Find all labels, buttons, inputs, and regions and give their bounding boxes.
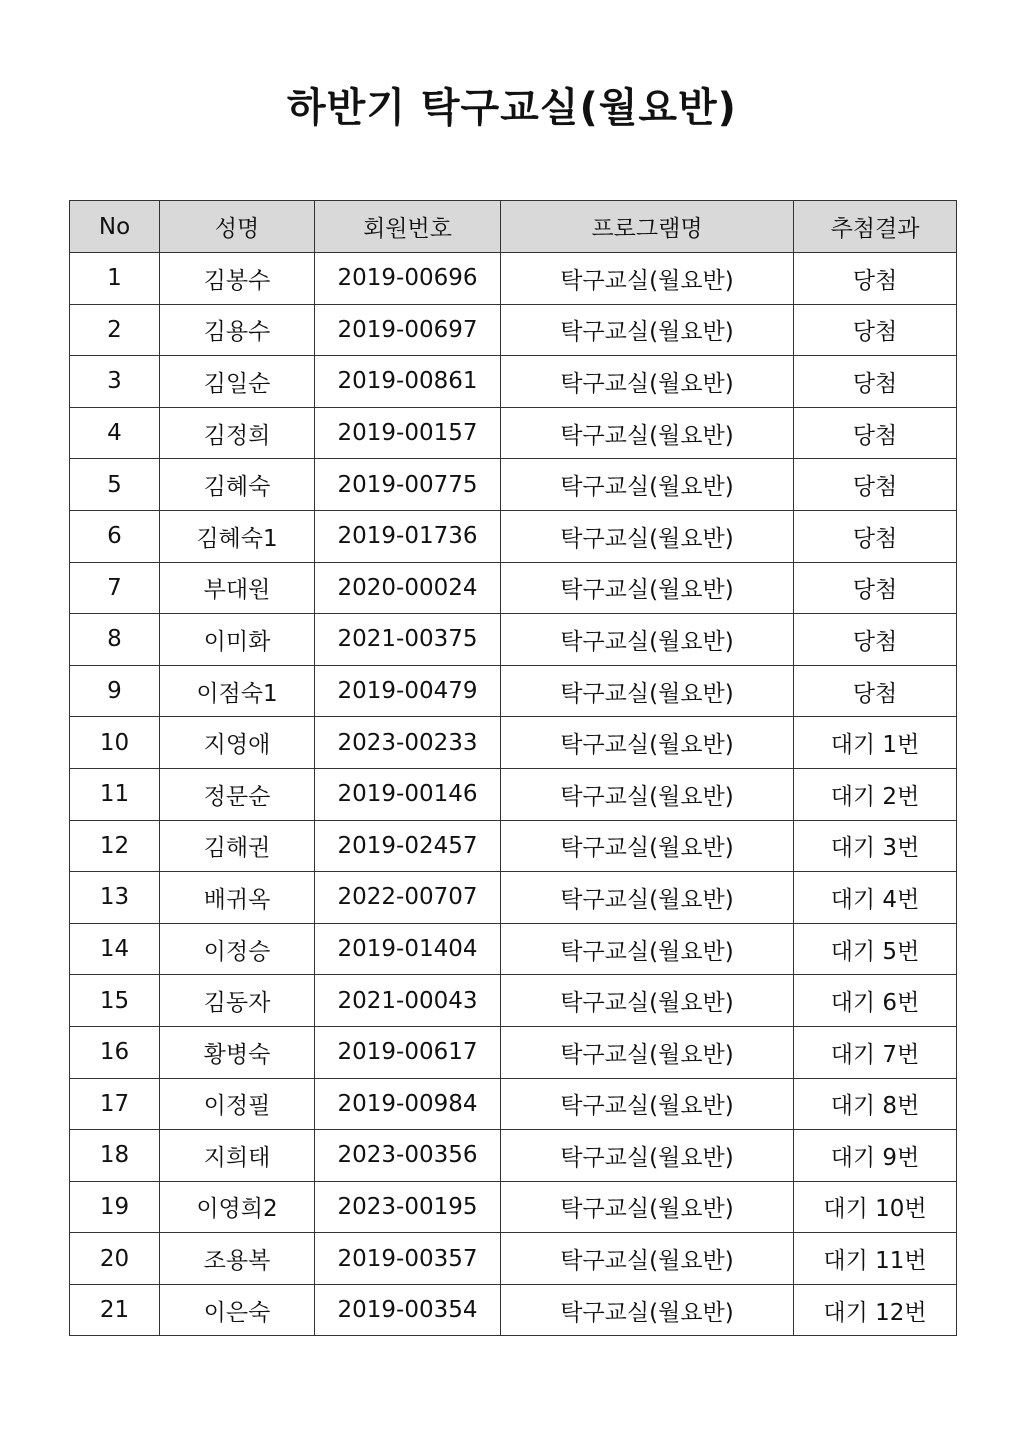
cell-program-name: 탁구교실(월요반) bbox=[501, 1181, 794, 1233]
cell-lottery-result: 대기 4번 bbox=[794, 872, 957, 924]
cell-name: 이미화 bbox=[160, 614, 315, 666]
cell-no: 6 bbox=[70, 510, 160, 562]
cell-program-name: 탁구교실(월요반) bbox=[501, 562, 794, 614]
cell-name: 김해권 bbox=[160, 820, 315, 872]
cell-program-name: 탁구교실(월요반) bbox=[501, 407, 794, 459]
cell-lottery-result: 대기 1번 bbox=[794, 717, 957, 769]
cell-member-number: 2019-00775 bbox=[315, 459, 501, 511]
header-no: No bbox=[70, 201, 160, 253]
cell-lottery-result: 당첨 bbox=[794, 614, 957, 666]
cell-no: 11 bbox=[70, 768, 160, 820]
cell-lottery-result: 당첨 bbox=[794, 510, 957, 562]
cell-lottery-result: 대기 3번 bbox=[794, 820, 957, 872]
cell-name: 이정필 bbox=[160, 1078, 315, 1130]
cell-member-number: 2019-00861 bbox=[315, 356, 501, 408]
cell-name: 김혜숙1 bbox=[160, 510, 315, 562]
table-row bbox=[70, 923, 957, 975]
cell-no: 18 bbox=[70, 1130, 160, 1182]
cell-program-name: 탁구교실(월요반) bbox=[501, 975, 794, 1027]
cell-no: 13 bbox=[70, 872, 160, 924]
cell-no: 1 bbox=[70, 253, 160, 305]
cell-program-name: 탁구교실(월요반) bbox=[501, 253, 794, 305]
header-lottery-result: 추첨결과 bbox=[794, 201, 957, 253]
cell-name: 조용복 bbox=[160, 1233, 315, 1285]
table-row bbox=[70, 510, 957, 562]
cell-lottery-result: 당첨 bbox=[794, 356, 957, 408]
cell-member-number: 2019-00354 bbox=[315, 1284, 501, 1336]
table-header bbox=[70, 201, 957, 253]
cell-member-number: 2020-00024 bbox=[315, 562, 501, 614]
cell-member-number: 2019-00146 bbox=[315, 768, 501, 820]
cell-no: 8 bbox=[70, 614, 160, 666]
cell-no: 16 bbox=[70, 1026, 160, 1078]
cell-program-name: 탁구교실(월요반) bbox=[501, 768, 794, 820]
table-row bbox=[70, 562, 957, 614]
cell-program-name: 탁구교실(월요반) bbox=[501, 923, 794, 975]
cell-program-name: 탁구교실(월요반) bbox=[501, 820, 794, 872]
cell-member-number: 2021-00043 bbox=[315, 975, 501, 1027]
table-row bbox=[70, 407, 957, 459]
cell-no: 14 bbox=[70, 923, 160, 975]
cell-lottery-result: 대기 11번 bbox=[794, 1233, 957, 1285]
table-row bbox=[70, 1026, 957, 1078]
cell-no: 4 bbox=[70, 407, 160, 459]
header-program-name: 프로그램명 bbox=[501, 201, 794, 253]
cell-program-name: 탁구교실(월요반) bbox=[501, 304, 794, 356]
cell-member-number: 2019-00696 bbox=[315, 253, 501, 305]
cell-lottery-result: 당첨 bbox=[794, 407, 957, 459]
cell-name: 이은숙 bbox=[160, 1284, 315, 1336]
cell-member-number: 2019-01404 bbox=[315, 923, 501, 975]
cell-no: 19 bbox=[70, 1181, 160, 1233]
cell-no: 21 bbox=[70, 1284, 160, 1336]
cell-lottery-result: 대기 10번 bbox=[794, 1181, 957, 1233]
table-row bbox=[70, 820, 957, 872]
table-row bbox=[70, 1078, 957, 1130]
cell-name: 부대원 bbox=[160, 562, 315, 614]
table-row bbox=[70, 1130, 957, 1182]
cell-lottery-result: 당첨 bbox=[794, 459, 957, 511]
cell-no: 15 bbox=[70, 975, 160, 1027]
cell-program-name: 탁구교실(월요반) bbox=[501, 872, 794, 924]
table-body bbox=[70, 253, 957, 1336]
cell-name: 김혜숙 bbox=[160, 459, 315, 511]
cell-member-number: 2023-00195 bbox=[315, 1181, 501, 1233]
cell-program-name: 탁구교실(월요반) bbox=[501, 1284, 794, 1336]
cell-name: 김정희 bbox=[160, 407, 315, 459]
table-row bbox=[70, 975, 957, 1027]
cell-name: 이정승 bbox=[160, 923, 315, 975]
cell-program-name: 탁구교실(월요반) bbox=[501, 614, 794, 666]
cell-member-number: 2023-00233 bbox=[315, 717, 501, 769]
cell-member-number: 2019-00984 bbox=[315, 1078, 501, 1130]
cell-program-name: 탁구교실(월요반) bbox=[501, 1130, 794, 1182]
cell-program-name: 탁구교실(월요반) bbox=[501, 665, 794, 717]
header-name: 성명 bbox=[160, 201, 315, 253]
cell-member-number: 2019-00617 bbox=[315, 1026, 501, 1078]
cell-program-name: 탁구교실(월요반) bbox=[501, 1078, 794, 1130]
cell-no: 2 bbox=[70, 304, 160, 356]
table-row bbox=[70, 1233, 957, 1285]
cell-member-number: 2022-00707 bbox=[315, 872, 501, 924]
cell-name: 김봉수 bbox=[160, 253, 315, 305]
table-row bbox=[70, 872, 957, 924]
table-row bbox=[70, 768, 957, 820]
cell-name: 황병숙 bbox=[160, 1026, 315, 1078]
cell-program-name: 탁구교실(월요반) bbox=[501, 510, 794, 562]
table-row bbox=[70, 253, 957, 305]
cell-program-name: 탁구교실(월요반) bbox=[501, 459, 794, 511]
cell-name: 지희태 bbox=[160, 1130, 315, 1182]
cell-lottery-result: 대기 8번 bbox=[794, 1078, 957, 1130]
cell-no: 17 bbox=[70, 1078, 160, 1130]
table-row bbox=[70, 459, 957, 511]
cell-lottery-result: 당첨 bbox=[794, 304, 957, 356]
cell-member-number: 2019-00357 bbox=[315, 1233, 501, 1285]
cell-name: 지영애 bbox=[160, 717, 315, 769]
table-row bbox=[70, 665, 957, 717]
lottery-result-table bbox=[69, 200, 957, 1336]
cell-lottery-result: 당첨 bbox=[794, 562, 957, 614]
cell-name: 김일순 bbox=[160, 356, 315, 408]
header-row bbox=[70, 201, 957, 253]
header-member-number: 회원번호 bbox=[315, 201, 501, 253]
cell-lottery-result: 당첨 bbox=[794, 665, 957, 717]
table-row bbox=[70, 614, 957, 666]
cell-member-number: 2023-00356 bbox=[315, 1130, 501, 1182]
cell-lottery-result: 대기 5번 bbox=[794, 923, 957, 975]
cell-name: 배귀옥 bbox=[160, 872, 315, 924]
table-row bbox=[70, 304, 957, 356]
cell-no: 7 bbox=[70, 562, 160, 614]
table-row bbox=[70, 356, 957, 408]
cell-program-name: 탁구교실(월요반) bbox=[501, 356, 794, 408]
cell-lottery-result: 대기 7번 bbox=[794, 1026, 957, 1078]
cell-program-name: 탁구교실(월요반) bbox=[501, 717, 794, 769]
cell-lottery-result: 대기 9번 bbox=[794, 1130, 957, 1182]
cell-no: 9 bbox=[70, 665, 160, 717]
table-row bbox=[70, 1181, 957, 1233]
cell-name: 김동자 bbox=[160, 975, 315, 1027]
cell-member-number: 2021-00375 bbox=[315, 614, 501, 666]
cell-lottery-result: 대기 2번 bbox=[794, 768, 957, 820]
cell-member-number: 2019-02457 bbox=[315, 820, 501, 872]
cell-member-number: 2019-00697 bbox=[315, 304, 501, 356]
cell-program-name: 탁구교실(월요반) bbox=[501, 1233, 794, 1285]
cell-no: 3 bbox=[70, 356, 160, 408]
table-row bbox=[70, 1284, 957, 1336]
cell-no: 20 bbox=[70, 1233, 160, 1285]
cell-member-number: 2019-00157 bbox=[315, 407, 501, 459]
cell-name: 정문순 bbox=[160, 768, 315, 820]
cell-lottery-result: 대기 6번 bbox=[794, 975, 957, 1027]
cell-lottery-result: 당첨 bbox=[794, 253, 957, 305]
table-row bbox=[70, 717, 957, 769]
cell-name: 이영희2 bbox=[160, 1181, 315, 1233]
cell-name: 이점숙1 bbox=[160, 665, 315, 717]
cell-program-name: 탁구교실(월요반) bbox=[501, 1026, 794, 1078]
cell-lottery-result: 대기 12번 bbox=[794, 1284, 957, 1336]
cell-member-number: 2019-01736 bbox=[315, 510, 501, 562]
cell-member-number: 2019-00479 bbox=[315, 665, 501, 717]
cell-no: 10 bbox=[70, 717, 160, 769]
cell-no: 12 bbox=[70, 820, 160, 872]
cell-name: 김용수 bbox=[160, 304, 315, 356]
page-title: 하반기 탁구교실(월요반) bbox=[287, 85, 737, 131]
cell-no: 5 bbox=[70, 459, 160, 511]
